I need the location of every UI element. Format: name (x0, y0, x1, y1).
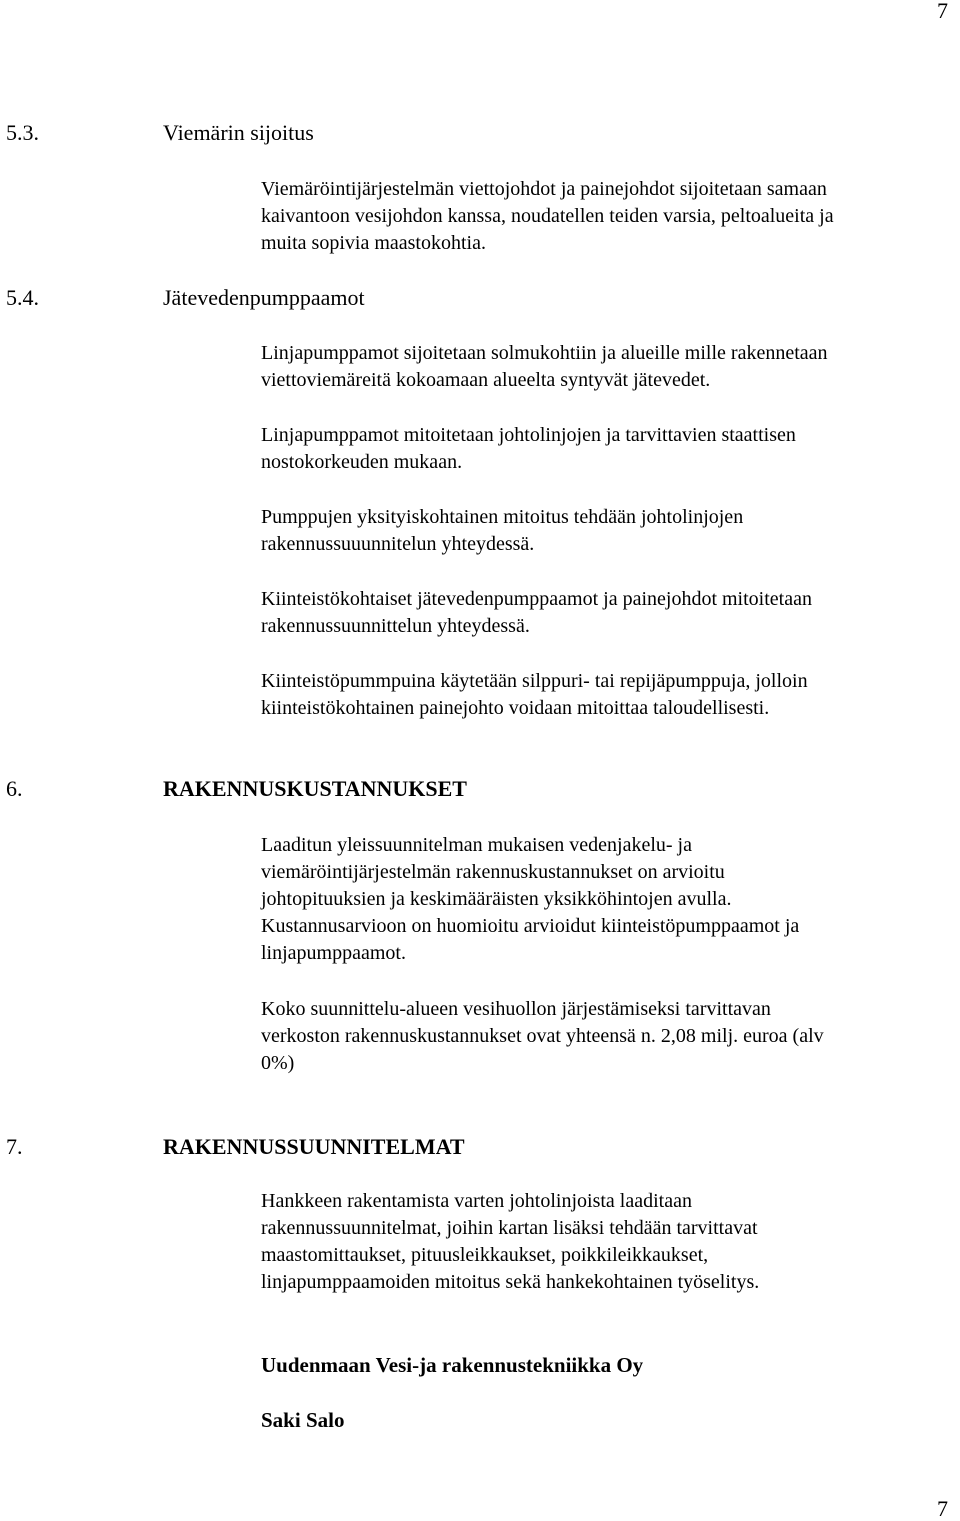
paragraph (261, 176, 941, 257)
text-line: rakennussuunnittelun yhteydessä. (261, 615, 530, 637)
text-line: johtopituuksien ja keskimääräisten yksikköhintojen avulla. (261, 888, 732, 910)
text-line: Kiinteistökohtaiset jätevedenpumppaamot ja painejohdot mitoitetaan (261, 588, 812, 610)
section-number-7: 7. (6, 1134, 23, 1159)
text-line: 0%) (261, 1052, 295, 1074)
text-line: verkoston rakennuskustannukset ovat yhteensä n. 2,08 milj. euroa (alv (261, 1025, 824, 1047)
text-line: nostokorkeuden mukaan. (261, 451, 463, 473)
section-number-5-3: 5.3. (6, 120, 39, 145)
paragraph (261, 586, 941, 640)
paragraph (261, 1188, 941, 1296)
section-title-6: RAKENNUSKUSTANNUKSET (163, 776, 467, 801)
text-line: Hankkeen rakentamista varten johtolinjoista laaditaan (261, 1190, 692, 1212)
company-name: Uudenmaan Vesi-ja rakennustekniikka Oy (261, 1353, 644, 1377)
text-line: viettoviemäreitä kokoamaan alueelta syntyvät jätevedet. (261, 369, 711, 391)
paragraph (261, 422, 941, 476)
text-line: muita sopivia maastokohtia. (261, 232, 486, 254)
paragraph (261, 832, 941, 967)
paragraph (261, 504, 941, 558)
section-number-6: 6. (6, 776, 23, 801)
text-line: rakennussuuunnitelun yhteydessä. (261, 533, 535, 555)
page-number-bottom: 7 (937, 1496, 948, 1521)
text-line: Kiinteistöpummpuina käytetään silppuri- tai repijäpumppuja, jolloin (261, 670, 808, 692)
text-line: linjapumppaamoiden mitoitus sekä hankekohtainen työselitys. (261, 1271, 760, 1293)
text-line: viemäröintijärjestelmän rakennuskustannukset on arvioitu (261, 861, 725, 883)
text-line: Linjapumppamot sijoitetaan solmukohtiin ja alueille mille rakennetaan (261, 342, 828, 364)
text-line: Pumppujen yksityiskohtainen mitoitus tehdään johtolinjojen (261, 506, 744, 528)
paragraph (261, 668, 941, 722)
paragraph (261, 340, 941, 394)
text-line: Koko suunnittelu-alueen vesihuollon järjestämiseksi tarvittavan (261, 998, 771, 1020)
text-line: kiinteistökohtainen painejohto voidaan mitoittaa taloudellisesti. (261, 697, 770, 719)
section-title-7: RAKENNUSSUUNNITELMAT (163, 1134, 465, 1159)
text-line: linjapumppaamot. (261, 942, 406, 964)
text-line: maastomittaukset, pituusleikkaukset, poikkileikkaukset, (261, 1244, 709, 1266)
section-title-5-3: Viemärin sijoitus (163, 120, 314, 145)
text-line: Linjapumppamot mitoitetaan johtolinjojen ja tarvittavien staattisen (261, 424, 796, 446)
section-number-5-4: 5.4. (6, 285, 39, 310)
signer-name: Saki Salo (261, 1408, 345, 1432)
text-line: Laaditun yleissuunnitelman mukaisen vedenjakelu- ja (261, 834, 692, 856)
page-number-top: 7 (937, 0, 948, 23)
section-title-5-4: Jätevedenpumppaamot (163, 285, 365, 310)
text-line: Viemäröintijärjestelmän viettojohdot ja painejohdot sijoitetaan samaan (261, 178, 827, 200)
paragraph (261, 996, 941, 1077)
text-line: rakennussuunnitelmat, joihin kartan lisäksi tehdään tarvittavat (261, 1217, 758, 1239)
text-line: kaivantoon vesijohdon kanssa, noudatellen teiden varsia, peltoalueita ja (261, 205, 834, 227)
text-line: Kustannusarvioon on huomioitu arvioidut kiinteistöpumppaamot ja (261, 915, 800, 937)
